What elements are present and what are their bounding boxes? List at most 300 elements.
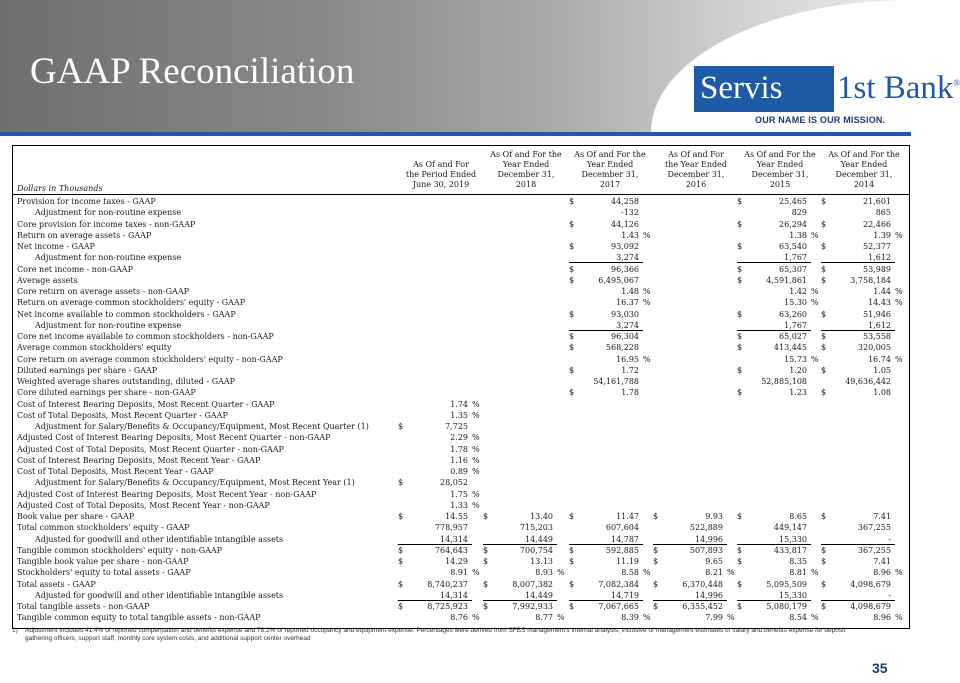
bank-logo <box>694 66 960 112</box>
currency-sign: $ <box>821 332 827 341</box>
row-label: Adjusted for goodwill and other identifiable intangible assets <box>35 534 284 544</box>
cell-value: 1.33 <box>450 500 468 510</box>
cell-value: 2.29 <box>450 433 468 443</box>
cell-value: 1.08 <box>873 388 891 398</box>
cell-value: 22,466 <box>863 219 891 229</box>
cell-value: 7,067,665 <box>598 602 639 611</box>
percent-sign: % <box>557 613 565 623</box>
cell-value: 507,893 <box>689 545 723 555</box>
currency-sign: $ <box>569 197 575 206</box>
cell-value: 96,366 <box>611 264 639 274</box>
percent-sign: % <box>643 298 651 308</box>
percent-sign: % <box>811 287 819 296</box>
currency-sign: $ <box>398 545 404 555</box>
percent-sign: % <box>895 287 903 296</box>
cell-value: 16.74 <box>868 354 891 364</box>
cell-value: 93,030 <box>611 309 639 319</box>
column-header <box>486 150 566 190</box>
cell-value: 14,314 <box>440 534 468 544</box>
cell-value: 7.99 <box>705 613 723 623</box>
percent-sign: % <box>472 613 480 623</box>
table-header <box>13 146 909 195</box>
percent-sign: % <box>811 230 819 240</box>
cell-value: 1,612 <box>868 253 891 263</box>
table-row <box>13 455 909 466</box>
row-label: Adjustment for non-routine expense <box>35 253 182 263</box>
cell-value: 9.65 <box>705 557 723 566</box>
cell-value: 700,754 <box>519 545 553 555</box>
currency-sign: $ <box>821 219 827 229</box>
table-row <box>13 342 909 353</box>
currency-sign: $ <box>398 422 404 431</box>
column-header <box>656 150 736 190</box>
percent-sign: % <box>557 568 565 578</box>
row-label: Total assets - GAAP <box>17 579 96 589</box>
cell-value: 1.38 <box>789 230 807 240</box>
percent-sign: % <box>895 230 903 240</box>
column-header-line: December 31, <box>581 170 639 179</box>
units-label: Dollars in Thousands <box>17 184 103 193</box>
tagline: OUR NAME IS OUR MISSION. <box>755 115 886 125</box>
currency-sign: $ <box>737 275 743 285</box>
currency-sign: $ <box>569 579 575 589</box>
row-label: Core net income available to common stockholders - non-GAAP <box>17 332 274 341</box>
cell-value: 3,758,184 <box>850 275 891 285</box>
cell-value: 1,612 <box>868 320 891 330</box>
row-label: Adjusted for goodwill and other identifiable intangible assets <box>35 590 284 600</box>
currency-sign: $ <box>821 512 827 521</box>
currency-sign: $ <box>737 264 743 274</box>
row-label: Core net income - non-GAAP <box>17 264 133 274</box>
cell-value: -132 <box>621 208 639 218</box>
currency-sign: $ <box>398 512 404 521</box>
currency-sign: $ <box>483 512 489 521</box>
cell-value: 14,787 <box>611 534 639 544</box>
cell-value: 14,314 <box>440 590 468 600</box>
currency-sign: $ <box>821 579 827 589</box>
percent-sign: % <box>643 613 651 623</box>
row-label: Total tangible assets - non-GAAP <box>17 602 150 611</box>
currency-sign: $ <box>569 512 575 521</box>
cell-value: 63,260 <box>779 309 807 319</box>
row-label: Cost of Total Deposits, Most Recent Quarter - GAAP <box>17 410 228 420</box>
cell-value: 11.19 <box>616 557 639 566</box>
cell-value: 568,228 <box>605 343 639 353</box>
table-row <box>13 219 909 230</box>
cell-value: 8.21 <box>705 568 723 578</box>
currency-sign: $ <box>398 602 404 611</box>
cell-value: 53,989 <box>863 264 891 274</box>
cell-value: 1.43 <box>621 230 639 240</box>
currency-sign: $ <box>569 602 575 611</box>
currency-sign: $ <box>821 388 827 398</box>
cell-value: 1.75 <box>450 489 468 499</box>
table-row <box>13 376 909 387</box>
percent-sign: % <box>811 354 819 364</box>
cell-value: 5,095,509 <box>766 579 807 589</box>
cell-value: 3,274 <box>616 320 639 330</box>
column-header-line: December 31, <box>835 170 893 179</box>
footnote-text: Adjustment includes 41.4% of reported compensation and benefits expense and 78.2% of reported occupancy and equipment expense. Percentages were derived from SFBS management's internal analysis, inclusive of management estimates of salary and benefits expense for deposit gathering officers, support staff, monthly core system costs, and additional support center overhead <box>25 627 846 642</box>
cell-value: 65,027 <box>779 332 807 341</box>
table-row <box>13 320 909 331</box>
cell-value: 9.93 <box>705 512 723 521</box>
cell-value: 4,098,679 <box>850 579 891 589</box>
currency-sign: $ <box>569 343 575 353</box>
cell-value: 1.39 <box>873 230 891 240</box>
cell-value: 413,445 <box>773 343 807 353</box>
cell-value: 14,449 <box>525 534 553 544</box>
currency-sign: $ <box>737 557 743 566</box>
cell-value: 16.37 <box>616 298 639 308</box>
currency-sign: $ <box>398 557 404 566</box>
row-label: Stockholders' equity to total assets - GAAP <box>17 568 191 578</box>
table-row <box>13 477 909 488</box>
column-header-line: 2016 <box>685 180 707 189</box>
logo-box <box>694 66 834 112</box>
cell-value: 4,591,861 <box>766 275 807 285</box>
cell-value: 8,740,237 <box>427 579 468 589</box>
row-label: Adjusted Cost of Interest Bearing Deposits, Most Recent Quarter - non-GAAP <box>17 433 331 443</box>
percent-sign: % <box>811 613 819 623</box>
cell-value: 14,449 <box>525 590 553 600</box>
percent-sign: % <box>472 399 480 409</box>
cell-value: 6,355,452 <box>682 602 723 611</box>
currency-sign: $ <box>737 602 743 611</box>
cell-value: 13.13 <box>530 557 553 566</box>
cell-value: 8.39 <box>621 613 639 623</box>
cell-value: 829 <box>791 208 807 218</box>
cell-value: - <box>888 590 891 600</box>
percent-sign: % <box>472 467 480 476</box>
cell-value: 865 <box>875 208 891 218</box>
cell-value: 25,465 <box>779 197 807 206</box>
currency-sign: $ <box>737 309 743 319</box>
row-label: Adjustment for non-routine expense <box>35 320 182 330</box>
table-row <box>13 489 909 500</box>
cell-value: 7,082,384 <box>598 579 639 589</box>
cell-value: 28,052 <box>440 478 468 488</box>
percent-sign: % <box>643 287 651 296</box>
currency-sign: $ <box>653 579 659 589</box>
cell-value: 1.23 <box>789 388 807 398</box>
percent-sign: % <box>643 354 651 364</box>
column-header-line: December 31, <box>751 170 809 179</box>
cell-value: 367,255 <box>857 523 891 533</box>
table-row <box>13 444 909 455</box>
currency-sign: $ <box>483 579 489 589</box>
cell-value: 1.78 <box>621 388 639 398</box>
cell-value: 8.65 <box>789 512 807 521</box>
row-label: Cost of Interest Bearing Deposits, Most Recent Quarter - GAAP <box>17 399 275 409</box>
table-row <box>13 590 909 601</box>
cell-value: 1.48 <box>621 287 639 296</box>
currency-sign: $ <box>569 242 575 251</box>
cell-value: 1.72 <box>621 365 639 375</box>
currency-sign: $ <box>737 365 743 375</box>
table-row <box>13 275 909 286</box>
cell-value: 8.76 <box>450 613 468 623</box>
cell-value: 0.89 <box>450 467 468 476</box>
cell-value: 1.35 <box>450 410 468 420</box>
row-label: Adjustment for Salary/Benefits & Occupancy/Equipment, Most Recent Quarter (1) <box>35 422 369 431</box>
cell-value: 522,889 <box>689 523 723 533</box>
row-label: Diluted earnings per share - GAAP <box>17 365 158 375</box>
percent-sign: % <box>811 568 819 578</box>
cell-value: 44,126 <box>611 219 639 229</box>
cell-value: 6,370,448 <box>682 579 723 589</box>
table-row <box>13 421 909 432</box>
table-row <box>13 432 909 443</box>
currency-sign: $ <box>821 242 827 251</box>
cell-value: 8.96 <box>873 568 891 578</box>
registered-mark: ® <box>953 78 960 88</box>
cell-value: 14.55 <box>445 512 468 521</box>
column-header-line: 2017 <box>599 180 621 189</box>
table-row <box>13 365 909 376</box>
cell-value: 433,817 <box>773 545 807 555</box>
cell-value: 8.77 <box>535 613 553 623</box>
cell-value: 8.93 <box>535 568 553 578</box>
column-header-line: June 30, 2019 <box>412 180 470 189</box>
percent-sign: % <box>643 230 651 240</box>
currency-sign: $ <box>821 275 827 285</box>
table-row <box>13 252 909 263</box>
percent-sign: % <box>472 500 480 510</box>
cell-value: 8,725,923 <box>427 602 468 611</box>
cell-value: 8.81 <box>789 568 807 578</box>
cell-value: 15.30 <box>784 298 807 308</box>
currency-sign: $ <box>569 545 575 555</box>
cell-value: 52,885,108 <box>761 377 807 386</box>
table-row <box>13 230 909 241</box>
column-header-line: the Year Ended <box>664 160 728 169</box>
cell-value: 764,643 <box>434 545 468 555</box>
percent-sign: % <box>643 568 651 578</box>
cell-value: 15.73 <box>784 354 807 364</box>
cell-value: 26,294 <box>779 219 807 229</box>
percent-sign: % <box>472 568 480 578</box>
cell-value: 14,719 <box>611 590 639 600</box>
table-row <box>13 264 909 275</box>
currency-sign: $ <box>821 602 827 611</box>
cell-value: 8.54 <box>789 613 807 623</box>
currency-sign: $ <box>737 197 743 206</box>
column-header-line: the Period Ended <box>405 170 477 179</box>
cell-value: 93,092 <box>611 242 639 251</box>
cell-value: 21,601 <box>863 197 891 206</box>
currency-sign: $ <box>737 512 743 521</box>
cell-value: 778,957 <box>434 523 468 533</box>
cell-value: 1.20 <box>789 365 807 375</box>
cell-value: 8.58 <box>621 568 639 578</box>
row-label: Book value per share - GAAP <box>17 512 135 521</box>
cell-value: 1.78 <box>450 444 468 454</box>
cell-value: 1,767 <box>784 253 807 263</box>
cell-value: 4,098,679 <box>850 602 891 611</box>
currency-sign: $ <box>821 365 827 375</box>
cell-value: 8.35 <box>789 557 807 566</box>
table-row <box>13 286 909 297</box>
page-number: 35 <box>872 660 888 676</box>
row-label: Average assets <box>17 275 78 285</box>
row-label: Tangible common stockholders' equity - non-GAAP <box>17 545 223 555</box>
table-row <box>13 466 909 477</box>
cell-value: - <box>888 534 891 544</box>
table-row <box>13 410 909 421</box>
cell-value: 8.91 <box>450 568 468 578</box>
column-header <box>401 160 481 190</box>
cell-value: 7.41 <box>873 512 891 521</box>
cell-value: 14.43 <box>868 298 891 308</box>
cell-value: 15,330 <box>779 534 807 544</box>
table-row <box>13 331 909 342</box>
column-header <box>570 150 650 190</box>
table-row <box>13 579 909 590</box>
row-label: Cost of Interest Bearing Deposits, Most Recent Year - GAAP <box>17 455 261 465</box>
row-label: Provision for income taxes - GAAP <box>17 197 156 206</box>
percent-sign: % <box>727 568 735 578</box>
currency-sign: $ <box>483 602 489 611</box>
currency-sign: $ <box>398 579 404 589</box>
percent-sign: % <box>472 444 480 454</box>
currency-sign: $ <box>653 512 659 521</box>
column-header-line: Year Ended <box>586 160 634 169</box>
table-row <box>13 354 909 365</box>
row-label: Weighted average shares outstanding, diluted - GAAP <box>17 377 236 386</box>
cell-value: 8,007,382 <box>512 579 553 589</box>
cell-value: 6,495,067 <box>598 275 639 285</box>
column-header-line: As Of and For the <box>574 150 646 159</box>
column-header-line: December 31, <box>667 170 725 179</box>
page-title: GAAP Reconciliation <box>30 51 355 92</box>
cell-value: 3,274 <box>616 253 639 263</box>
header-divider <box>0 132 911 136</box>
cell-value: 1.74 <box>450 399 468 409</box>
currency-sign: $ <box>569 332 575 341</box>
currency-sign: $ <box>483 557 489 566</box>
currency-sign: $ <box>737 545 743 555</box>
cell-value: 592,885 <box>605 545 639 555</box>
cell-value: 11.47 <box>616 512 639 521</box>
currency-sign: $ <box>737 579 743 589</box>
row-label: Core return on average common stockholders' equity - non-GAAP <box>17 354 283 364</box>
table-row <box>13 196 909 207</box>
cell-value: 14.29 <box>445 557 468 566</box>
currency-sign: $ <box>737 219 743 229</box>
column-header-line: As Of and For the <box>828 150 900 159</box>
cell-value: 1.05 <box>873 365 891 375</box>
row-label: Average common stockholders' equity <box>17 343 172 353</box>
cell-value: 14,996 <box>695 590 723 600</box>
column-header-line: As Of and For the <box>490 150 562 159</box>
currency-sign: $ <box>821 309 827 319</box>
table-row <box>13 556 909 567</box>
percent-sign: % <box>895 354 903 364</box>
percent-sign: % <box>472 455 480 465</box>
cell-value: 51,946 <box>863 309 891 319</box>
percent-sign: % <box>895 298 903 308</box>
percent-sign: % <box>895 568 903 578</box>
currency-sign: $ <box>737 332 743 341</box>
cell-value: 54,161,788 <box>593 377 639 386</box>
cell-value: 96,304 <box>611 332 639 341</box>
row-label: Return on average assets - GAAP <box>17 230 152 240</box>
column-header-line: 2014 <box>853 180 875 189</box>
table-row <box>13 545 909 556</box>
currency-sign: $ <box>569 264 575 274</box>
row-label: Net income - GAAP <box>17 242 95 251</box>
currency-sign: $ <box>653 557 659 566</box>
column-header-line: As Of and For <box>668 150 724 159</box>
currency-sign: $ <box>737 388 743 398</box>
row-label: Return on average common stockholders' equity - GAAP <box>17 298 246 308</box>
percent-sign: % <box>472 433 480 443</box>
percent-sign: % <box>895 613 903 623</box>
table-row <box>13 297 909 308</box>
cell-value: 367,255 <box>857 545 891 555</box>
cell-value: 15,330 <box>779 590 807 600</box>
column-header-line: As Of and For the <box>744 150 816 159</box>
cell-value: 7,725 <box>445 422 468 431</box>
row-label: Total common stockholders' equity - GAAP <box>17 523 190 533</box>
currency-sign: $ <box>398 478 404 488</box>
cell-value: 49,636,442 <box>845 377 891 386</box>
cell-value: 1.44 <box>873 287 891 296</box>
row-label: Adjusted Cost of Interest Bearing Deposits, Most Recent Year - non-GAAP <box>17 489 317 499</box>
table-row <box>13 241 909 252</box>
column-header-line: Year Ended <box>502 160 550 169</box>
currency-sign: $ <box>569 309 575 319</box>
cell-value: 449,147 <box>773 523 807 533</box>
currency-sign: $ <box>737 343 743 353</box>
currency-sign: $ <box>821 197 827 206</box>
column-header <box>824 150 904 190</box>
row-label: Adjusted Cost of Total Deposits, Most Recent Quarter - non-GAAP <box>17 444 284 454</box>
currency-sign: $ <box>569 219 575 229</box>
table-row <box>13 309 909 320</box>
table-row <box>13 567 909 578</box>
cell-value: 1.42 <box>789 287 807 296</box>
cell-value: 52,377 <box>863 242 891 251</box>
cell-value: 14,996 <box>695 534 723 544</box>
logo-brand-box-text: Servis <box>700 70 783 106</box>
currency-sign: $ <box>483 545 489 555</box>
column-header-line: December 31, <box>497 170 555 179</box>
column-header-line: As Of and For <box>413 160 469 169</box>
row-label: Adjusted Cost of Total Deposits, Most Recent Year - non-GAAP <box>17 500 270 510</box>
reconciliation-table <box>12 145 910 629</box>
cell-value: 7.41 <box>873 557 891 566</box>
column-header-line: Year Ended <box>756 160 804 169</box>
table-row <box>13 601 909 612</box>
table-row <box>13 522 909 533</box>
table-row <box>13 500 909 511</box>
row-label: Tangible common equity to total tangible assets - non-GAAP <box>17 613 261 623</box>
cell-value: 607,604 <box>605 523 639 533</box>
row-label: Adjustment for Salary/Benefits & Occupancy/Equipment, Most Recent Year (1) <box>35 478 355 488</box>
cell-value: 7,992,933 <box>512 602 553 611</box>
table-row <box>13 511 909 522</box>
currency-sign: $ <box>821 557 827 566</box>
currency-sign: $ <box>821 343 827 353</box>
cell-value: 715,203 <box>519 523 553 533</box>
currency-sign: $ <box>821 545 827 555</box>
percent-sign: % <box>472 410 480 420</box>
cell-value: 5,080,179 <box>766 602 807 611</box>
cell-value: 13.40 <box>530 512 553 521</box>
cell-value: 65,307 <box>779 264 807 274</box>
